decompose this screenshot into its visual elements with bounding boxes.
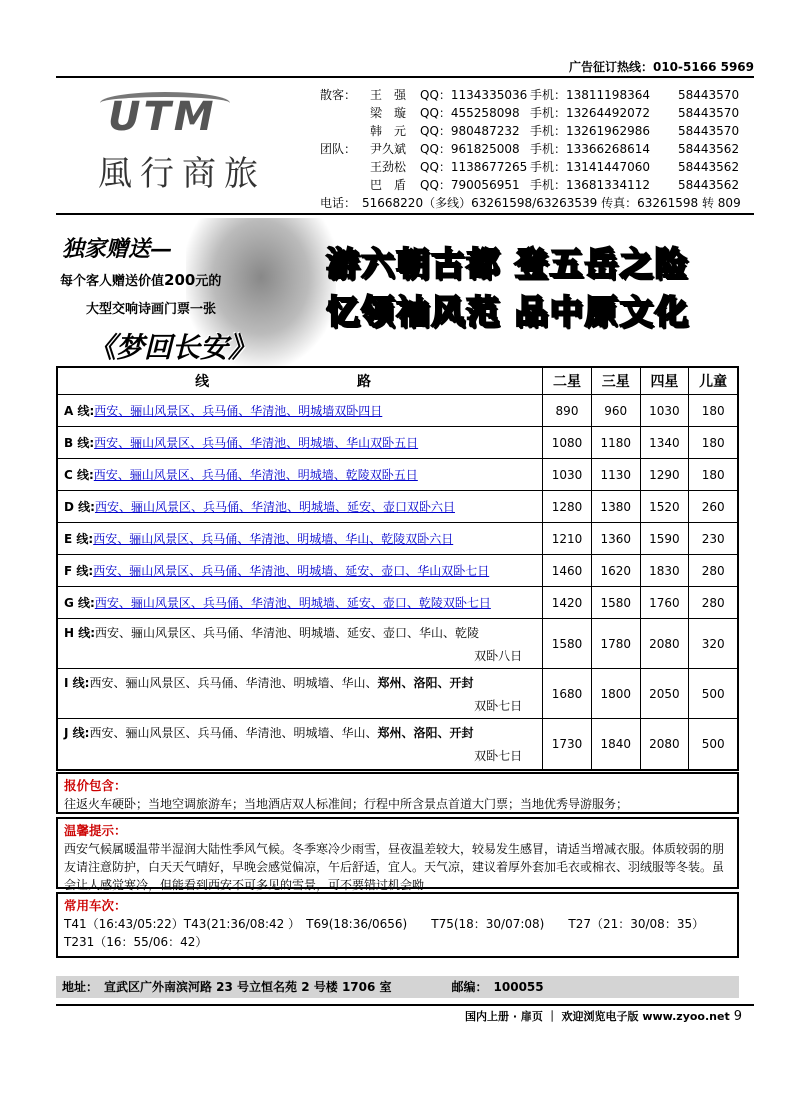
- trains-box: [56, 892, 739, 958]
- promo-gift: [56, 218, 326, 366]
- price-includes-title: 报价包含：: [64, 778, 127, 793]
- address-bar: [56, 976, 739, 998]
- price-cell: 1360: [592, 523, 641, 554]
- route-cell: [58, 619, 543, 668]
- route-link[interactable]: 西安、骊山风景区、兵马俑、华清池、明城墙、延安、壶口双卧六日: [94, 500, 455, 514]
- contact-mobile: 手机：13681334112: [530, 178, 650, 192]
- price-cell: 1460: [543, 555, 592, 586]
- price-cell: 1030: [543, 459, 592, 490]
- bottom-rule: [56, 1004, 754, 1006]
- price-cell: 1800: [592, 669, 641, 718]
- price-cell: 260: [701, 499, 725, 514]
- contact-qq: QQ：1134335036: [420, 88, 528, 102]
- price-cell: 2080: [641, 619, 690, 668]
- contact-row: [320, 176, 760, 194]
- price-cell: 1620: [592, 555, 641, 586]
- contact-ext: 58443562: [678, 160, 740, 174]
- route-label: H 线:: [64, 625, 96, 640]
- contact-row: [320, 104, 760, 122]
- price-cell: 500: [701, 737, 725, 751]
- contact-qq: QQ：980487232: [420, 124, 520, 138]
- table-row: [58, 719, 737, 769]
- tips-text: 西安气候属暖温带半湿润大陆性季风气候。冬季寒冷少雨雪，昼夜温差较大，较易发生感冒，请适当增减衣服。体质较弱的朋友请注意防护，白天天气晴好，早晚会感觉偏凉，午后舒适，宜人。天气凉，建议着厚外套加毛衣或棉衣、羽绒服等冬装。虽会让人感觉寒冷，但能看到西安不可多见的雪景，可不要错过机会呦: [64, 842, 725, 892]
- route-label: C 线:: [64, 468, 94, 482]
- route-cell: [58, 491, 543, 522]
- route-highlight: 郑州、洛阳、开封: [377, 675, 474, 690]
- contact-qq: QQ：1138677265: [420, 160, 528, 174]
- price-cell: 1760: [641, 587, 690, 618]
- route-line-1: [64, 724, 542, 741]
- slogan-line-2: 忆领袖风范 品中原文化: [326, 292, 690, 331]
- contact-mobile: 手机：13366268614: [530, 142, 650, 156]
- route-cell: [58, 523, 543, 554]
- price-cell: 1520: [641, 491, 690, 522]
- route-cell: [58, 719, 543, 769]
- route-label: A 线:: [64, 404, 95, 418]
- route-cell: [58, 395, 543, 426]
- route-cell: [58, 427, 543, 458]
- address-text: 地址： 宣武区广外南滨河路 23 号立恒名苑 2 号楼 1706 室: [62, 980, 392, 994]
- contact-name: 巴 盾: [370, 178, 407, 192]
- route-cell: [58, 555, 543, 586]
- contact-name: 王 强: [370, 88, 407, 102]
- table-row: [58, 459, 737, 491]
- price-cell: 1180: [592, 427, 641, 458]
- price-cell: 230: [701, 531, 725, 546]
- table-row: [58, 555, 737, 587]
- price-cell: 960: [592, 395, 641, 426]
- table-row: [58, 523, 737, 555]
- price-cell: 280: [701, 595, 725, 610]
- contact-row: [320, 86, 760, 104]
- price-cell: 1580: [592, 587, 641, 618]
- contact-mobile: 手机：13811198364: [530, 88, 650, 102]
- price-cell: 890: [543, 395, 592, 426]
- price-cell: 1830: [641, 555, 690, 586]
- table-row: [58, 619, 737, 669]
- route-link[interactable]: 西安、骊山风景区、兵马俑、华清池、明城墙、延安、壶口、华山双卧七日: [93, 564, 490, 578]
- header-two-star: 二星: [543, 368, 592, 394]
- contact-ext: 58443562: [678, 178, 740, 192]
- contact-ext: 58443570: [678, 88, 740, 102]
- ad-hotline: 广告征订热线：010-5166 5969: [568, 60, 754, 74]
- price-cell: 1290: [641, 459, 690, 490]
- price-cell: 1680: [543, 669, 592, 718]
- table-row: [58, 491, 737, 523]
- contact-qq: QQ：790056951: [420, 178, 520, 192]
- trains-text: T41（16:43/05:22）T43(21:36/08:42 ） T69(18:36/0656) T75(18：30/07:08) T27（21：30/08：35） T231（16：55/06：42）: [64, 917, 711, 949]
- table-header: [58, 368, 737, 395]
- slogan-line-1: 游六朝古都 登五岳之险: [326, 244, 690, 283]
- price-cell: 1420: [543, 587, 592, 618]
- route-link[interactable]: 西安、骊山风景区、兵马俑、华清池、明城墙、延安、壶口、乾陵双卧七日: [94, 596, 491, 610]
- routes-table: [56, 366, 739, 771]
- promo-line-value: [60, 270, 221, 289]
- page-number: 9: [733, 1009, 742, 1024]
- table-row: [58, 427, 737, 459]
- promo-value-amount: 200: [164, 271, 196, 289]
- route-label: D 线:: [64, 500, 95, 514]
- price-cell: 280: [701, 563, 725, 578]
- route-duration: 双卧八日: [474, 648, 523, 663]
- price-cell: 2080: [641, 719, 690, 769]
- table-row: [58, 587, 737, 619]
- route-highlight: 郑州、洛阳、开封: [377, 726, 474, 740]
- contact-qq: QQ：455258098: [420, 106, 520, 120]
- route-label: B 线:: [64, 436, 95, 450]
- price-cell: 1730: [543, 719, 592, 769]
- route-line-1: [64, 624, 542, 641]
- route-label: I 线:: [64, 675, 90, 690]
- promo-line-ticket: 大型交响诗画门票一张: [86, 302, 217, 317]
- phone-fax-line: [320, 194, 760, 212]
- route-text: 西安、骊山风景区、兵马俑、华清池、明城墙、华山、: [89, 675, 378, 690]
- header-four-star: 四星: [641, 368, 690, 394]
- route-cell: [58, 587, 543, 618]
- price-cell: 1340: [641, 427, 690, 458]
- table-row: [58, 669, 737, 719]
- promo-show-name: 《梦回长安》: [88, 331, 257, 364]
- contact-type: 散客：: [320, 88, 357, 102]
- route-text: 西安、骊山风景区、兵马俑、华清池、明城墙、华山、: [89, 726, 378, 740]
- contact-ext: 58443562: [678, 142, 740, 156]
- price-cell: 320: [701, 636, 725, 651]
- contact-name: 王劲松: [370, 160, 407, 174]
- slogan: [326, 240, 690, 336]
- zip-code: 邮编： 100055: [451, 980, 544, 994]
- route-line-1: [64, 674, 542, 691]
- price-cell: 1780: [592, 619, 641, 668]
- route-label: G 线:: [64, 596, 95, 610]
- route-link[interactable]: 西安、骊山风景区、兵马俑、华清池、明城墙双卧四日: [94, 404, 383, 418]
- price-cell: 500: [701, 686, 725, 701]
- contact-name: 尹久斌: [370, 142, 407, 156]
- contact-ext: 58443570: [678, 124, 740, 138]
- contact-mobile: 手机：13264492072: [530, 106, 650, 120]
- price-cell: 1210: [543, 523, 592, 554]
- route-duration: 双卧七日: [474, 698, 523, 713]
- contact-row: [320, 140, 760, 158]
- price-cell: 1280: [543, 491, 592, 522]
- price-cell: 1030: [641, 395, 690, 426]
- contact-qq: QQ：961825008: [420, 142, 520, 156]
- contact-row: [320, 158, 760, 176]
- tips-box: [56, 817, 739, 892]
- contact-mobile: 手机：13141447060: [530, 160, 650, 174]
- price-cell: 180: [701, 467, 725, 482]
- tips-title: 温馨提示：: [64, 823, 127, 838]
- route-cell: [58, 669, 543, 718]
- price-cell: 1130: [592, 459, 641, 490]
- price-cell: 1840: [592, 719, 641, 769]
- price-cell: 1580: [543, 619, 592, 668]
- footer: [465, 1008, 742, 1024]
- contact-row: [320, 122, 760, 140]
- price-cell: 1590: [641, 523, 690, 554]
- contact-name: 梁 璇: [370, 106, 407, 120]
- route-link[interactable]: 西安、骊山风景区、兵马俑、华清池、明城墙、乾陵双卧五日: [93, 468, 418, 482]
- route-label: J 线:: [64, 726, 90, 740]
- price-includes-box: [56, 772, 739, 814]
- route-text: 西安、骊山风景区、兵马俑、华清池、明城墙、延安、壶口、华山、乾陵: [95, 625, 480, 640]
- header-child: 儿童: [699, 374, 728, 390]
- logo-brand: UTM: [108, 94, 217, 140]
- header-route: 线 路: [58, 368, 543, 394]
- promo-value-c: 元的: [195, 274, 222, 289]
- contact-ext: 58443570: [678, 106, 740, 120]
- trains-title: 常用车次：: [64, 898, 127, 913]
- table-row: [58, 395, 737, 427]
- header-rule: [56, 213, 754, 215]
- price-includes-text: 往返火车硬卧；当地空调旅游车；当地酒店双人标准间；行程中所含景点首道大门票；当地优秀导游服务；: [64, 797, 629, 811]
- contact-mobile: 手机：13261962986: [530, 124, 650, 138]
- price-cell: 1380: [592, 491, 641, 522]
- price-cell: 2050: [641, 669, 690, 718]
- route-link[interactable]: 西安、骊山风景区、兵马俑、华清池、明城墙、华山双卧五日: [94, 436, 419, 450]
- price-cell: 180: [701, 435, 725, 450]
- route-label: F 线:: [64, 564, 94, 578]
- footer-text: 国内上册 · 扉页 ｜ 欢迎浏览电子版 www.zyoo.net: [465, 1010, 730, 1023]
- phone-fax-text: 电话： 51668220（多线）63261598/63263539 传真：63261598 转 809: [320, 196, 741, 210]
- route-duration: 双卧七日: [474, 749, 523, 763]
- utm-logo: [78, 88, 300, 198]
- price-cell: 1080: [543, 427, 592, 458]
- contact-list: [320, 86, 760, 212]
- promo-title: 独家赠送—: [62, 236, 173, 262]
- contact-type: 团队：: [320, 142, 357, 156]
- top-rule: [56, 76, 754, 78]
- route-cell: [58, 459, 543, 490]
- route-link[interactable]: 西安、骊山风景区、兵马俑、华清池、明城墙、华山、乾陵双卧六日: [93, 532, 454, 546]
- header-three-star: 三星: [592, 368, 641, 394]
- promo-value-a: 每个客人赠送价值: [60, 274, 165, 289]
- contact-name: 韩 元: [370, 124, 407, 138]
- logo-name-cn: 風行商旅: [98, 154, 266, 194]
- price-cell: 180: [701, 403, 725, 418]
- route-label: E 线:: [64, 532, 94, 546]
